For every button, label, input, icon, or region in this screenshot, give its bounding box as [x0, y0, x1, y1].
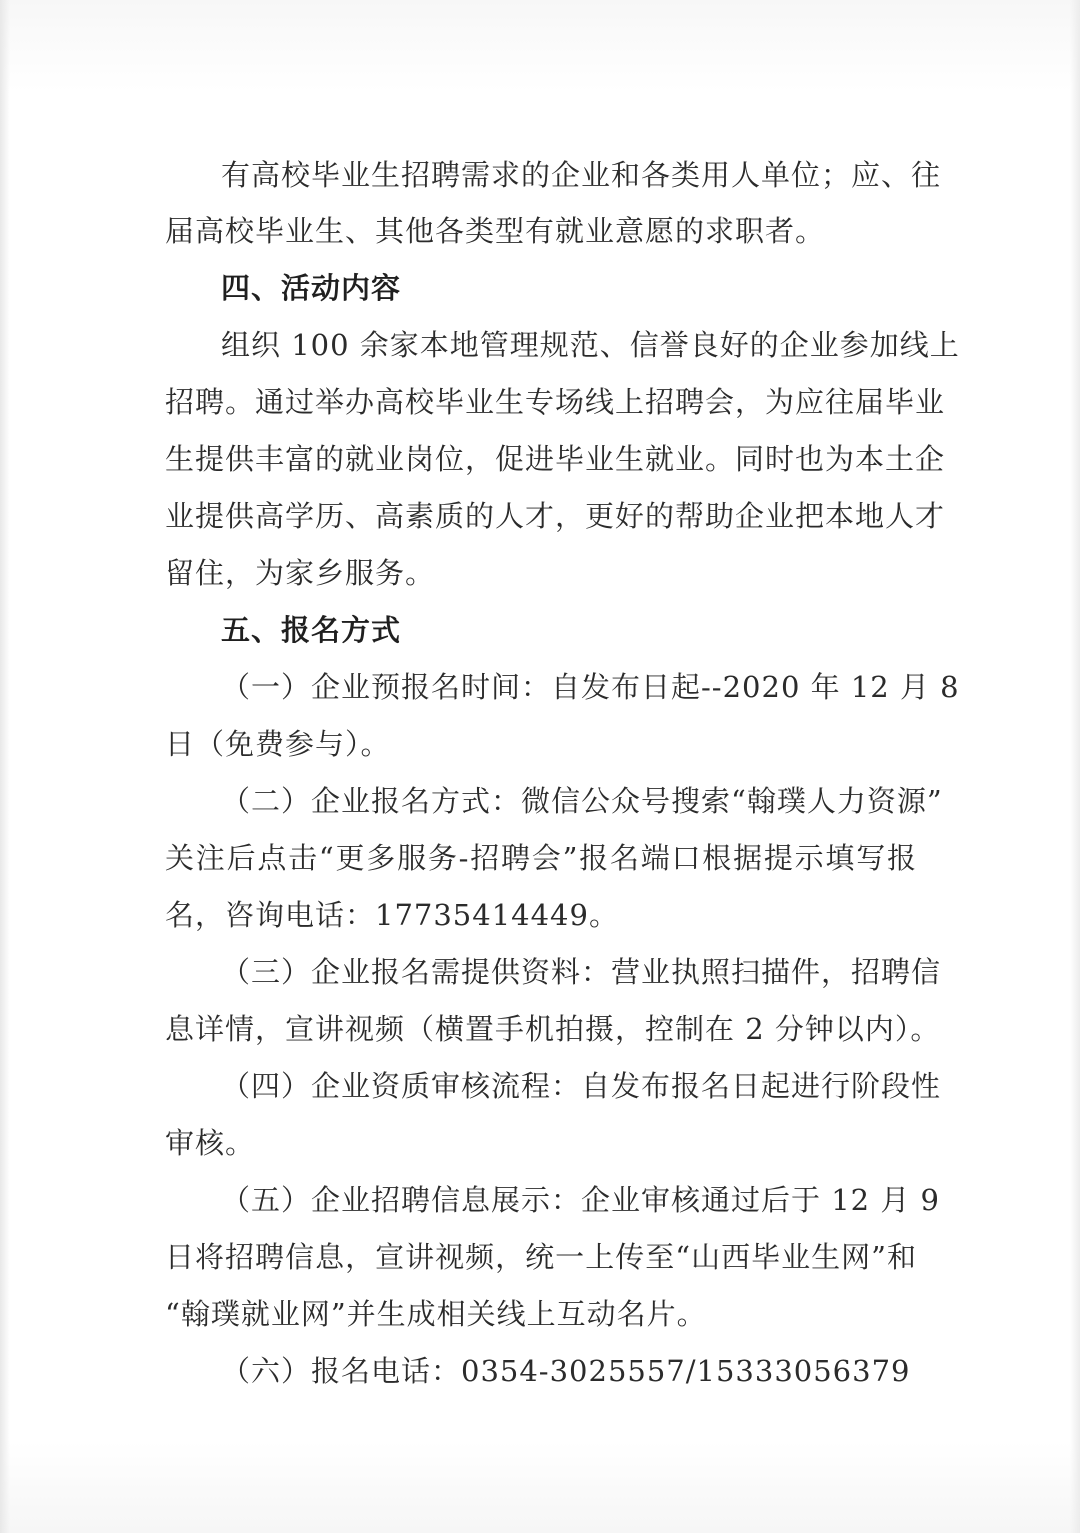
paragraph-line: 关注后点击“更多服务-招聘会”报名端口根据提示填写报 — [165, 841, 917, 875]
section-heading-activity-content: 四、活动内容 — [221, 271, 402, 305]
paragraph-line: 名，咨询电话：17735414449。 — [165, 898, 619, 932]
paragraph-line: 组织 100 余家本地管理规范、信誉良好的企业参加线上 — [221, 328, 960, 362]
scan-edge-left — [0, 0, 10, 1533]
paragraph-line: （五）企业招聘信息展示：企业审核通过后于 12 月 9 — [221, 1183, 941, 1217]
paragraph-line: 日将招聘信息，宣讲视频，统一上传至“山西毕业生网”和 — [165, 1240, 917, 1274]
paragraph-line: （二）企业报名方式：微信公众号搜索“翰璞人力资源” — [221, 784, 943, 818]
paragraph-line: 息详情，宣讲视频（横置手机拍摄，控制在 2 分钟以内）。 — [165, 1012, 941, 1046]
paragraph-line: 留住，为家乡服务。 — [165, 556, 436, 590]
paragraph-line: （六）报名电话：0354-3025557/15333056379 — [221, 1354, 911, 1388]
section-heading-registration: 五、报名方式 — [221, 613, 402, 647]
paragraph-line: “翰璞就业网”并生成相关线上互动名片。 — [165, 1297, 707, 1331]
paragraph-line: 审核。 — [165, 1126, 256, 1160]
paragraph-line: 招聘。通过举办高校毕业生专场线上招聘会，为应往届毕业 — [165, 385, 946, 419]
paragraph-line: （三）企业报名需提供资料：营业执照扫描件，招聘信 — [221, 955, 942, 989]
scan-edge-right — [1070, 0, 1080, 1533]
paragraph-line: 生提供丰富的就业岗位，促进毕业生就业。同时也为本土企 — [165, 442, 946, 476]
paragraph-line: 业提供高学历、高素质的人才，更好的帮助企业把本地人才 — [165, 499, 946, 533]
paragraph-line: 届高校毕业生、其他各类型有就业意愿的求职者。 — [165, 214, 826, 248]
paragraph-line: 有高校毕业生招聘需求的企业和各类用人单位；应、往 — [221, 158, 942, 192]
paragraph-line: （四）企业资质审核流程：自发布报名日起进行阶段性 — [221, 1069, 942, 1103]
paragraph-line: 日（免费参与）。 — [165, 727, 391, 761]
paragraph-line: （一）企业预报名时间：自发布日起--2020 年 12 月 8 — [221, 670, 960, 704]
